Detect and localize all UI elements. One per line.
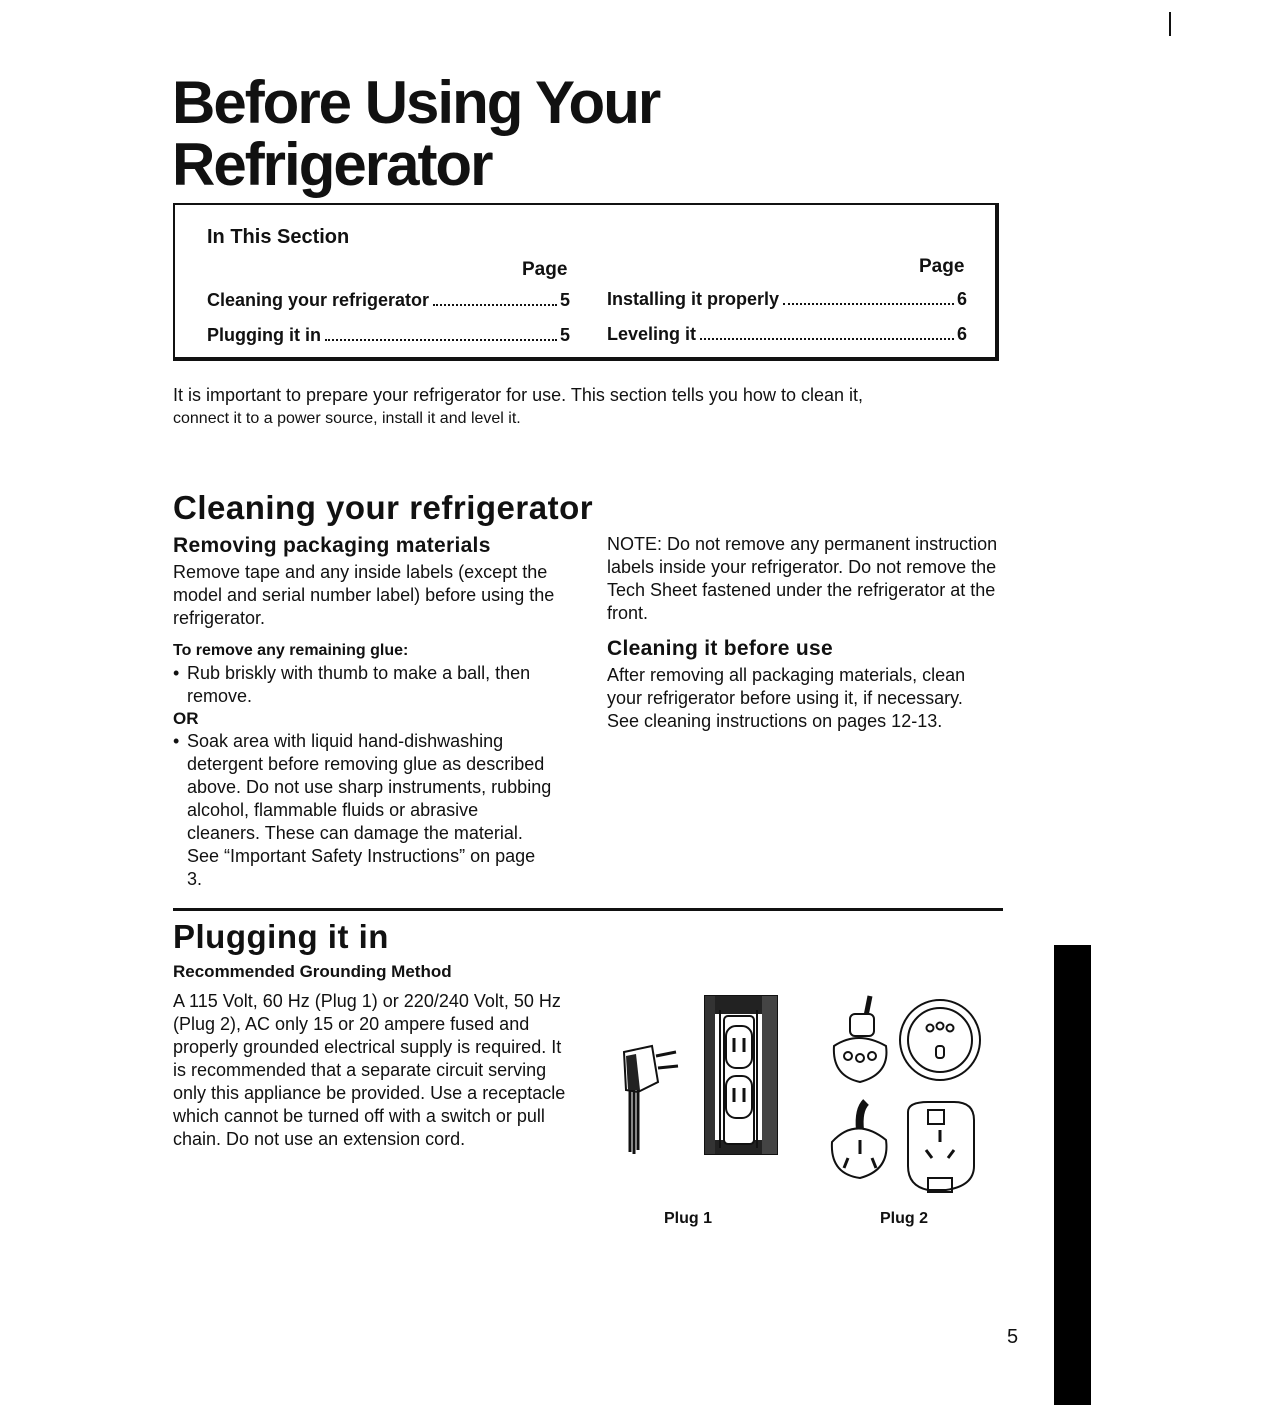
section-tab-bar bbox=[1054, 945, 1091, 1405]
note-label: NOTE: bbox=[607, 534, 663, 554]
plug-1-cord-plug bbox=[624, 1046, 678, 1154]
plugging-text: A 115 Volt, 60 Hz (Plug 1) or 220/240 Volt, 50 Hz (Plug 2), AC only 15 or 20 ampere fused and properly grounded electrical supply is required. It is recommended that a separate circuit serving only this appliance be provided. Use a receptacle which cannot be turned off with a switch or pull chain. Do not use an extension cord. bbox=[173, 991, 566, 1149]
toc-heading: In This Section bbox=[207, 226, 350, 248]
toc-page-header-left: Page bbox=[522, 259, 568, 280]
glue-heading: To remove any remaining glue: bbox=[173, 642, 409, 659]
glue-bullet-2 bbox=[173, 730, 553, 891]
cleaning-left-column bbox=[173, 533, 573, 891]
glue-bullet-1 bbox=[173, 662, 553, 708]
toc-entry-page: 6 bbox=[956, 324, 967, 344]
removing-packaging-text: Remove tape and any inside labels (except the model and serial number label) before using the refrigerator. bbox=[173, 562, 555, 628]
subheading-grounding-method: Recommended Grounding Method bbox=[173, 962, 452, 981]
plug-2-angled-plug bbox=[832, 1102, 887, 1178]
bullet-dot: • bbox=[173, 663, 180, 683]
toc-entry-label: Installing it properly bbox=[607, 289, 780, 309]
note-text: Do not remove any permanent instruction labels inside your refrigerator. Do not remove the Tech Sheet fastened under the refrigerator at the front. bbox=[607, 534, 998, 623]
bullet-dot: • bbox=[173, 731, 180, 751]
toc-entry-page: 5 bbox=[559, 290, 570, 310]
plug-2-round-plug bbox=[834, 996, 887, 1082]
plug-1-illustration bbox=[612, 990, 787, 1165]
toc-leader-dots bbox=[783, 303, 954, 305]
plug-2-caption: Plug 2 bbox=[880, 1210, 929, 1227]
toc-entry-installing[interactable] bbox=[607, 289, 967, 310]
toc-entry-page: 6 bbox=[956, 289, 967, 309]
toc-entry-label: Plugging it in bbox=[207, 325, 321, 345]
section-divider bbox=[173, 908, 1003, 911]
or-label: OR bbox=[173, 709, 199, 728]
toc-entry-plugging[interactable] bbox=[207, 325, 570, 346]
cleaning-before-use-text: After removing all packaging materials, clean your refrigerator before using it, if necessary. See cleaning instructions on pages 12-13. bbox=[607, 665, 966, 731]
glue-bullet-2-text: Soak area with liquid hand-dishwashing detergent before removing glue as described above. Do not use sharp instruments, rubbing alcohol, flammable fluids or abrasive cleaners. These can damage the material. See “Important Safety Instructions” on page 3. bbox=[187, 731, 552, 889]
toc-page-header-right: Page bbox=[919, 256, 965, 277]
toc-entry-leveling[interactable] bbox=[607, 324, 967, 345]
glue-bullet-1-text: Rub briskly with thumb to make a ball, then remove. bbox=[187, 663, 531, 706]
subheading-cleaning-before-use: Cleaning it before use bbox=[607, 637, 833, 660]
toc-leader-dots bbox=[433, 304, 557, 306]
page-title-line-2: Refrigerator bbox=[172, 131, 492, 198]
subheading-removing-packaging: Removing packaging materials bbox=[173, 534, 491, 557]
section-heading-cleaning: Cleaning your refrigerator bbox=[173, 489, 594, 526]
intro-line-1: It is important to prepare your refrigerator for use. This section tells you how to clean it, bbox=[173, 385, 863, 405]
cleaning-right-column bbox=[607, 533, 1005, 733]
toc-entry-page: 5 bbox=[559, 325, 570, 345]
page-title-line-1: Before Using Your bbox=[172, 69, 660, 136]
plug-2-illustration bbox=[828, 990, 988, 1205]
plug-2-round-socket bbox=[900, 1000, 980, 1080]
toc-entry-label: Cleaning your refrigerator bbox=[207, 290, 430, 310]
plug-2-angled-socket bbox=[908, 1102, 974, 1192]
page-title bbox=[172, 69, 660, 198]
toc-leader-dots bbox=[700, 338, 954, 340]
toc-leader-dots bbox=[325, 339, 557, 341]
section-heading-plugging: Plugging it in bbox=[173, 918, 389, 955]
page-number: 5 bbox=[1007, 1326, 1019, 1348]
plug-1-caption: Plug 1 bbox=[664, 1210, 713, 1227]
intro-paragraph bbox=[173, 384, 973, 430]
note-paragraph bbox=[607, 533, 1005, 625]
plug-1-outlet bbox=[724, 1016, 754, 1144]
margin-tick-mark bbox=[1169, 12, 1171, 36]
intro-line-2: connect it to a power source, install it and level it. bbox=[173, 410, 521, 427]
toc-entry-cleaning[interactable] bbox=[207, 290, 570, 311]
toc-entry-label: Leveling it bbox=[607, 324, 697, 344]
